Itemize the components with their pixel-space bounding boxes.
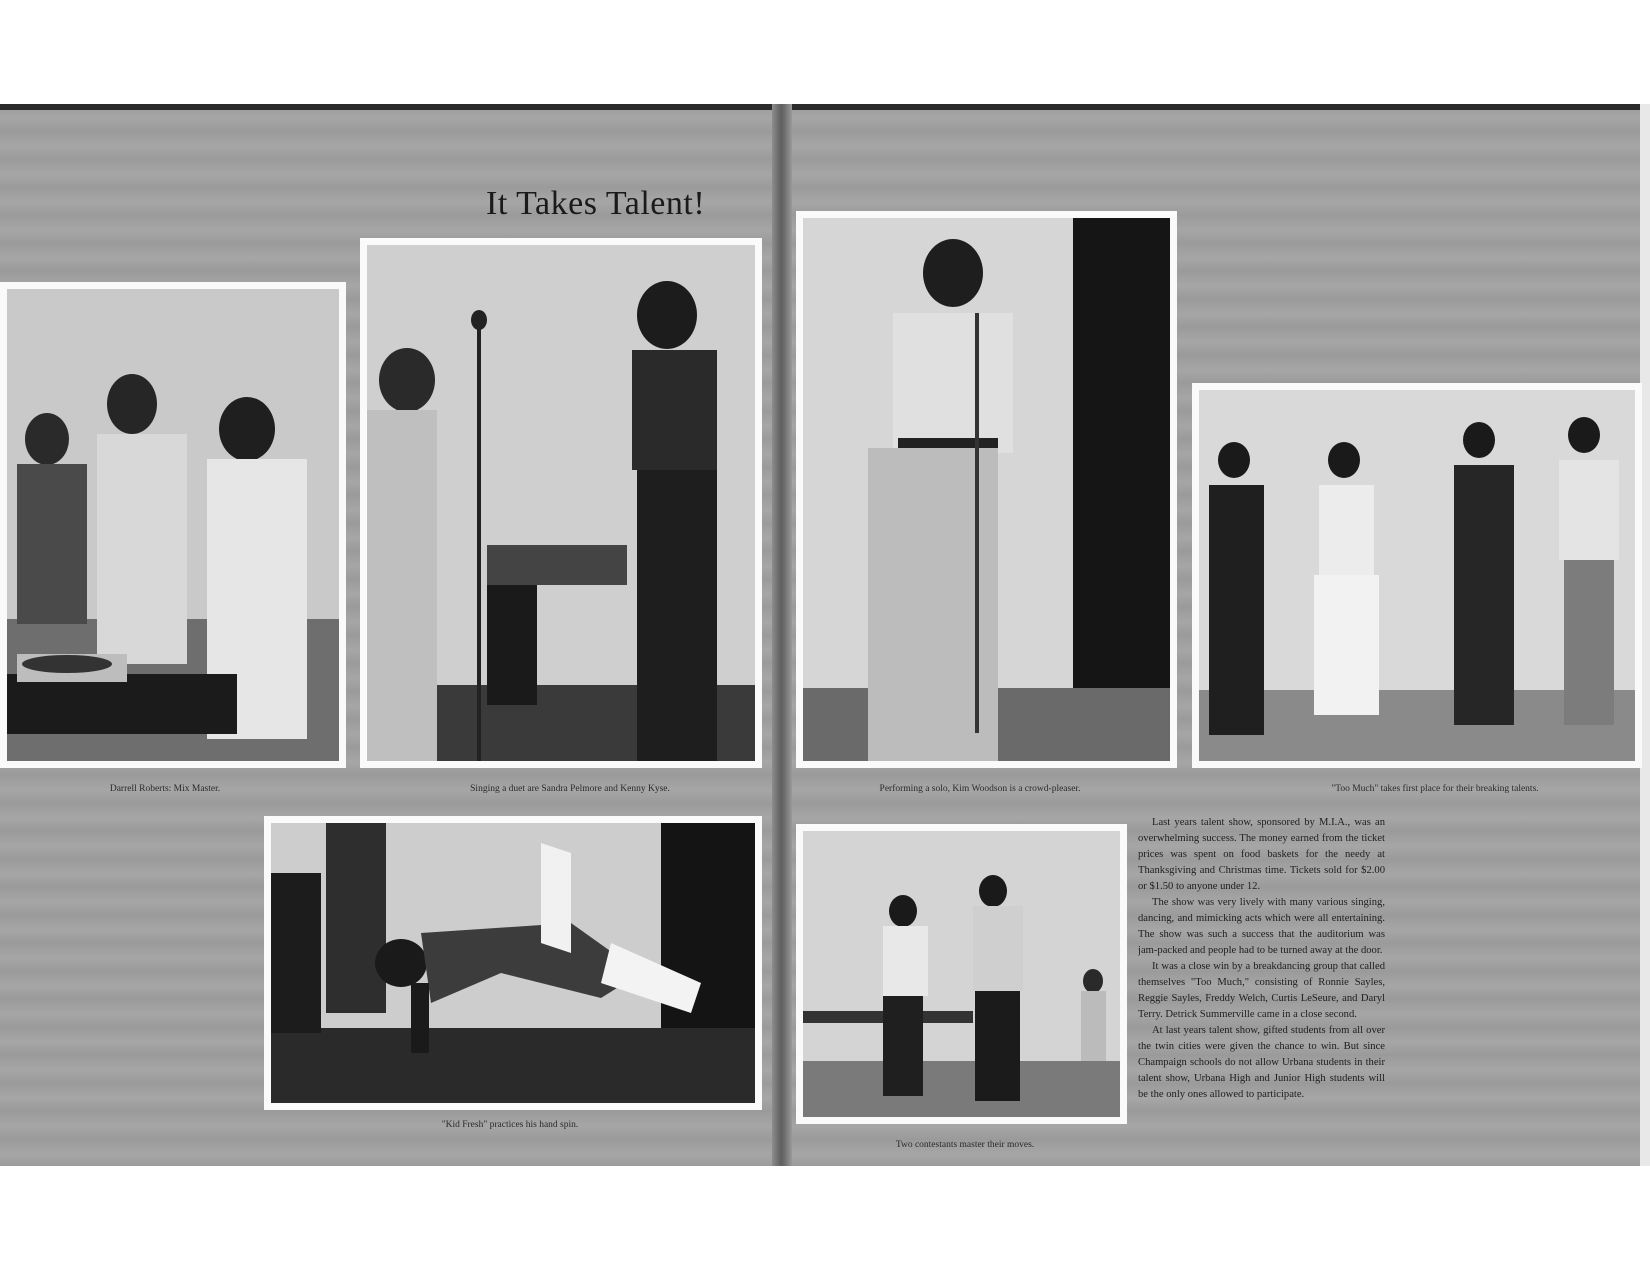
article-paragraph: At last years talent show, gifted students from all over the twin cities were given the chance to win. But since Champaign schools do not allow Urbana students in their talent show, Urbana High and Junior High students will be the only ones allowed to participate. xyxy=(1138,1025,1385,1100)
caption-duet: Singing a duet are Sandra Pelmore and Kenny Kyse. xyxy=(470,784,670,794)
caption-dj: Darrell Roberts: Mix Master. xyxy=(109,784,221,794)
photo-too-much-group xyxy=(1192,383,1642,768)
caption-spin: "Kid Fresh" practices his hand spin. xyxy=(441,1120,579,1130)
page-title: It Takes Talent! xyxy=(486,185,706,222)
article-paragraph: The show was very lively with many various singing, dancing, and mimicking acts which were all entertaining. The show was such a success that the auditorium was jam-packed and people had to be turned away at the door. xyxy=(1138,897,1385,956)
caption-group: "Too Much" takes first place for their breaking talents. xyxy=(1331,784,1539,794)
article-paragraph: It was a close win by a breakdancing group that called themselves "Too Much," consisting of Ronnie Sayles, Reggie Sayles, Freddy Welch, Curtis LeSeure, and Daryl Terry. Detrick Summerville came in a close second. xyxy=(1138,961,1385,1020)
caption-contestants: Two contestants master their moves. xyxy=(895,1140,1035,1150)
spread-top-edge xyxy=(0,104,1650,110)
article-paragraph: Last years talent show, sponsored by M.I.A., was an overwhelming success. The money earned from the ticket prices was spent on food baskets for the needy at Thanksgiving and Christmas time. Tickets sold for $2.00 or $1.50 to anyone under 12. xyxy=(1138,817,1385,892)
photo-duet xyxy=(360,238,762,768)
photo-kid-fresh-spin xyxy=(264,816,762,1110)
article-text xyxy=(1138,815,1385,1165)
photo-solo xyxy=(796,211,1177,768)
caption-solo: Performing a solo, Kim Woodson is a crowd-pleaser. xyxy=(879,784,1081,794)
book-gutter xyxy=(772,104,792,1166)
photo-dj-mix-master xyxy=(0,282,346,768)
photo-two-contestants xyxy=(796,824,1127,1124)
